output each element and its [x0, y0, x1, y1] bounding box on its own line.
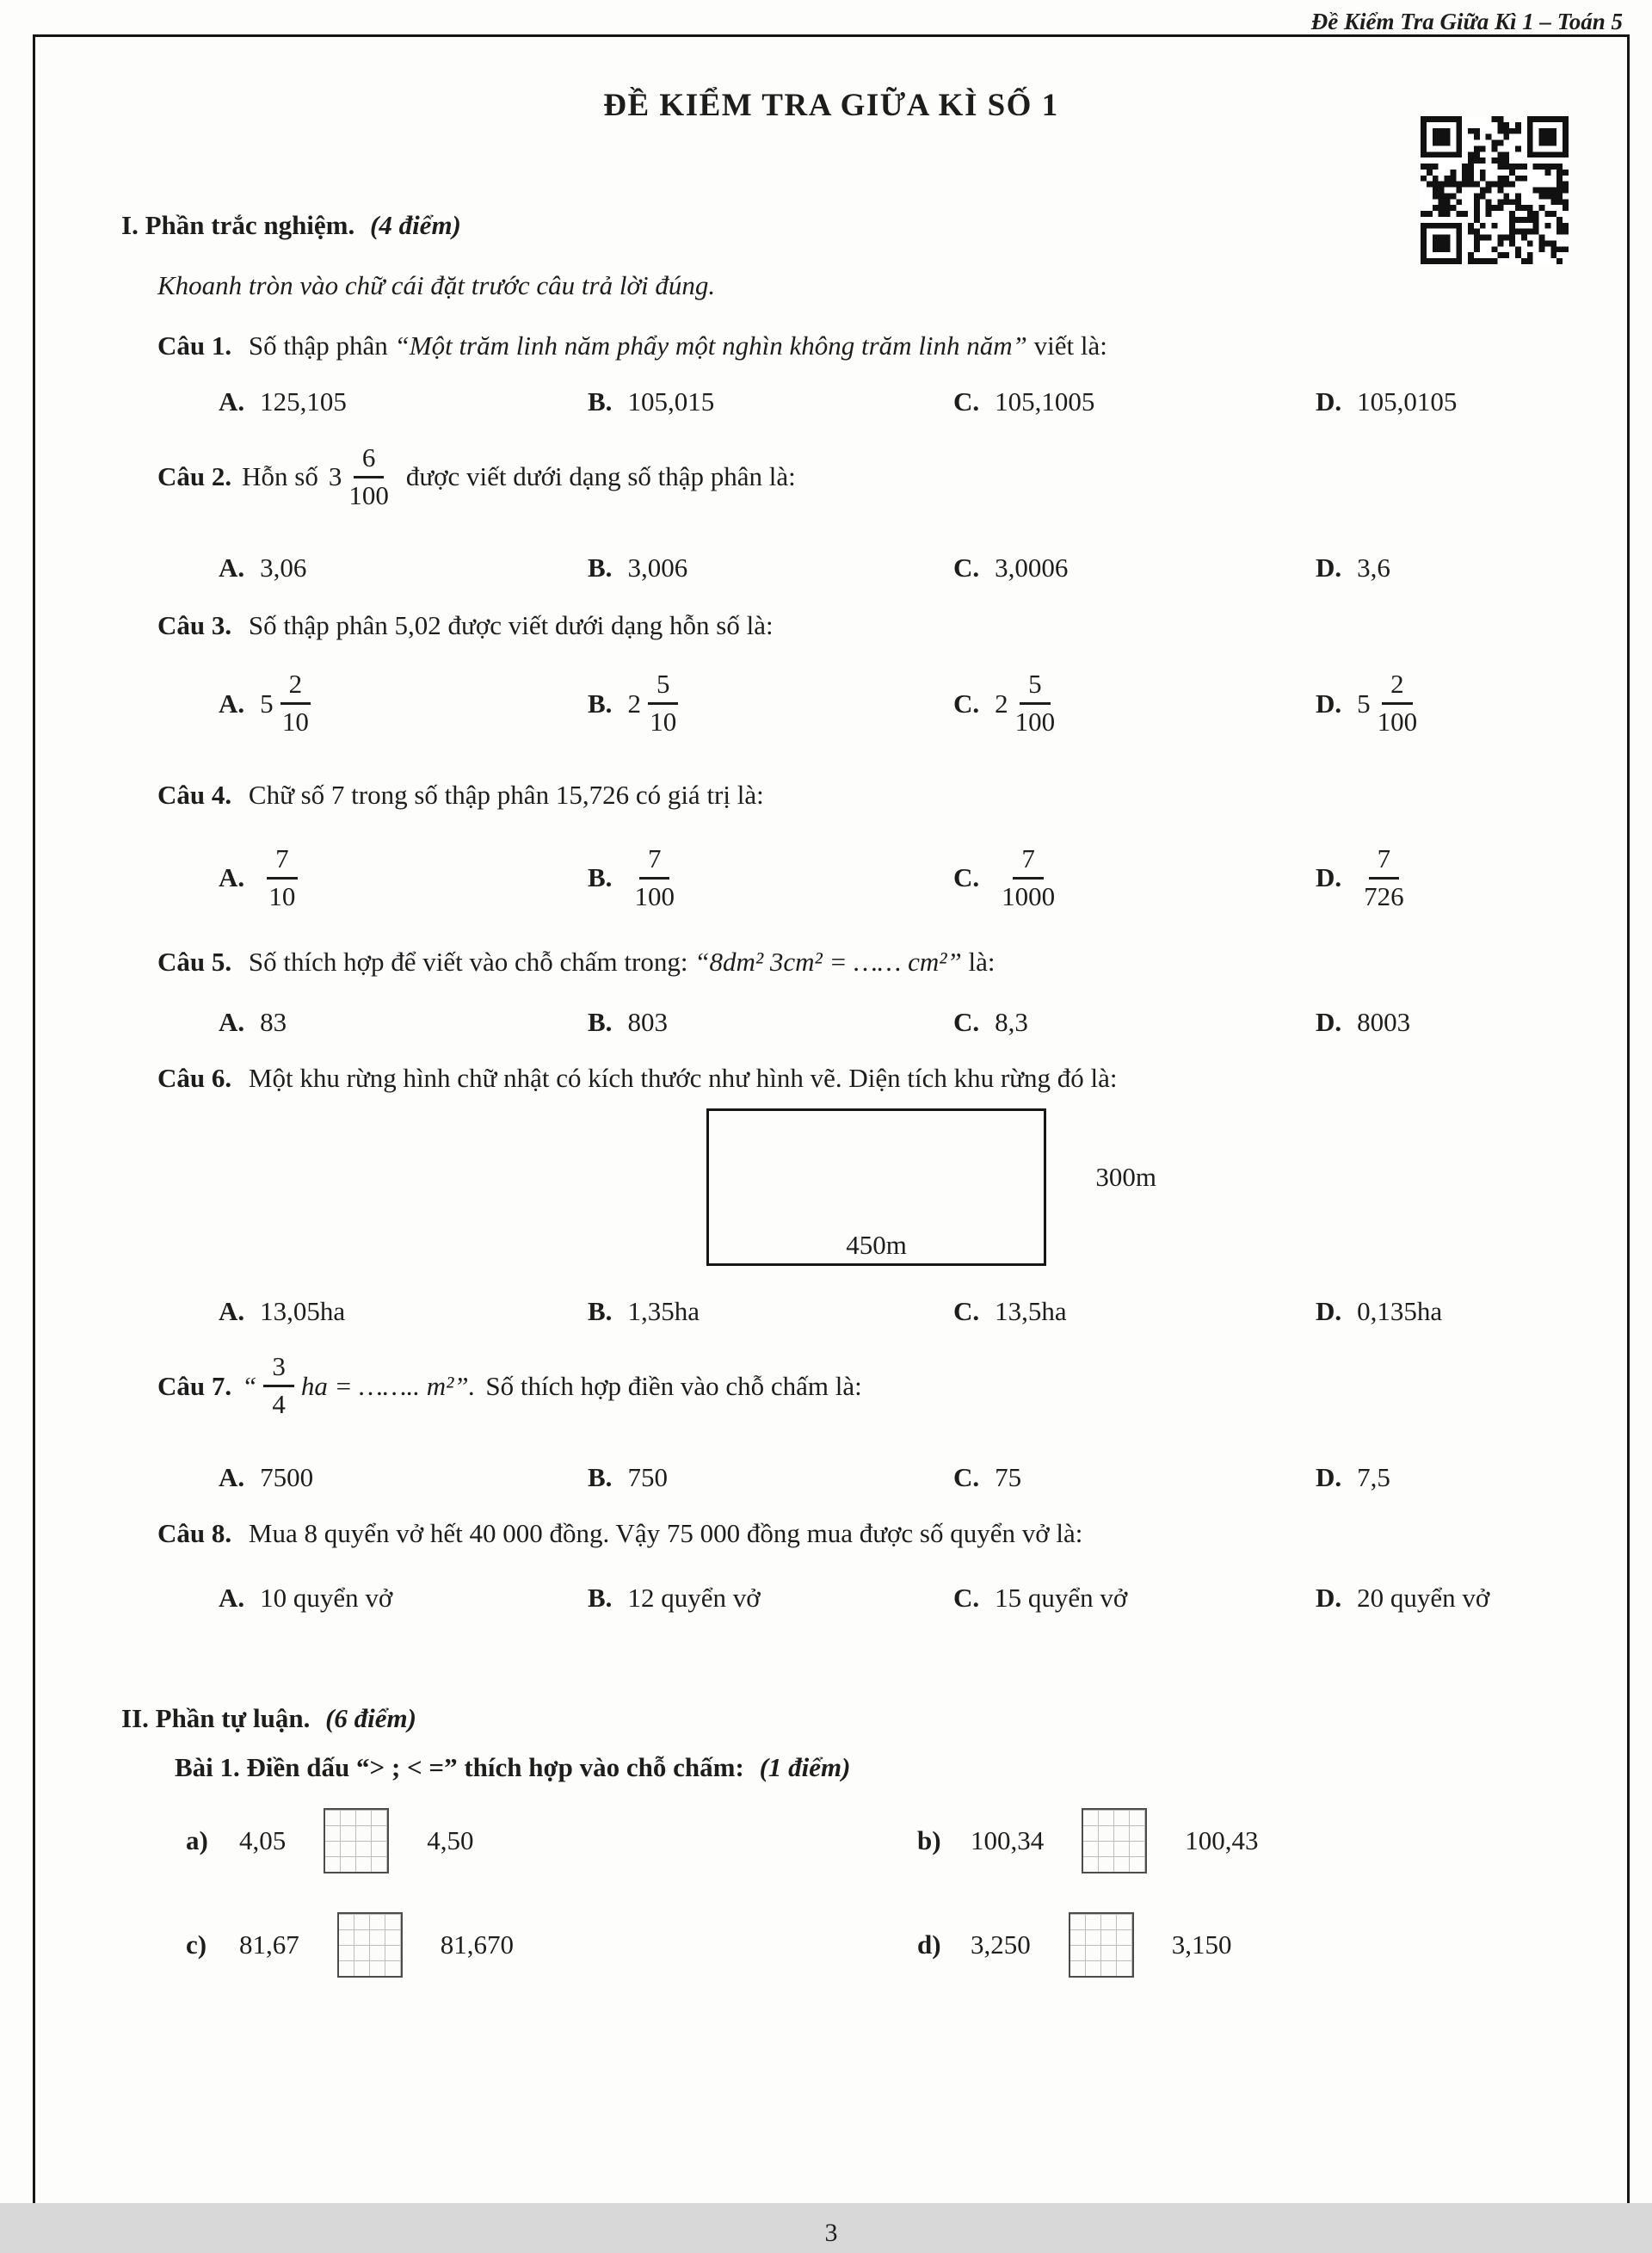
fraction-denominator: 100: [1014, 707, 1056, 738]
fraction-numerator: 5: [1020, 670, 1051, 705]
option-letter: A.: [219, 688, 245, 719]
item-left-value: 4,05: [239, 1824, 287, 1855]
option-value: 83: [260, 1007, 287, 1038]
q2-option-B: [588, 552, 953, 583]
question-2-post: được viết dưới dạng số thập phân là:: [405, 461, 796, 492]
option-letter: D.: [1316, 862, 1342, 893]
option-value: 8003: [1357, 1007, 1411, 1038]
q2-option-A: [219, 552, 588, 583]
q4-option-D: [1316, 839, 1627, 917]
q3-option-B: [588, 664, 953, 742]
page-border-frame: [33, 34, 1630, 2247]
option-letter: C.: [953, 552, 980, 583]
fraction: [648, 670, 679, 737]
question-7: [157, 1347, 1627, 1424]
question-4-text: Chữ số 7 trong số thập phân 15,726 có giá trị là:: [248, 779, 764, 810]
option-letter: D.: [1316, 552, 1342, 583]
question-6: [157, 1059, 1627, 1098]
rectangle-width-label: 450m: [846, 1230, 907, 1261]
option-value: 7,5: [1357, 1461, 1390, 1492]
option-letter: B.: [588, 1582, 613, 1613]
question-4-label: Câu 4.: [157, 779, 232, 810]
question-7-post: Số thích hợp điền vào chỗ chấm là:: [485, 1370, 862, 1401]
fraction: [1002, 844, 1055, 911]
option-letter: B.: [588, 1296, 613, 1327]
q7-option-B: [588, 1462, 953, 1493]
question-1: [157, 326, 1627, 366]
q5-option-C: [953, 1007, 1316, 1038]
option-value: 10 quyển vở: [260, 1582, 393, 1613]
fraction: [263, 1352, 294, 1419]
option-letter: D.: [1316, 1007, 1342, 1038]
fraction-denominator: 4: [272, 1389, 286, 1420]
q7-option-C: [953, 1462, 1316, 1493]
fraction-numerator: 5: [648, 670, 679, 705]
section-2-points: (6 điểm): [325, 1702, 416, 1733]
option-value: 7500: [260, 1461, 314, 1492]
fraction-numerator: 2: [280, 670, 311, 705]
mixed-whole: 5: [260, 688, 274, 719]
item-left-value: 81,67: [239, 1929, 299, 1960]
fraction: [280, 670, 311, 737]
fraction-denominator: 10: [281, 707, 309, 738]
option-letter: A.: [219, 1007, 245, 1038]
option-letter: A.: [219, 862, 245, 893]
fraction: [348, 443, 389, 510]
section-1-points: (4 điểm): [370, 210, 461, 240]
question-1-options: [219, 386, 1627, 417]
q8-option-B: [588, 1583, 953, 1614]
question-5-pre: Số thích hợp để viết vào chỗ chấm trong:: [248, 947, 688, 978]
question-1-quote: “Một trăm linh năm phẩy một nghìn không trăm linh năm”: [394, 330, 1027, 361]
compare-item-c: [186, 1912, 917, 1978]
section-1-heading: [121, 210, 1627, 241]
compare-row-2: [186, 1912, 1627, 1978]
exercise-1-text: Điền dấu “> ; < =” thích hợp vào chỗ chấm:: [246, 1751, 744, 1782]
option-letter: C.: [953, 1007, 980, 1038]
option-value: 3,0006: [995, 552, 1069, 583]
question-2: [157, 438, 1627, 515]
question-6-options: [219, 1296, 1627, 1327]
item-key: a): [186, 1824, 208, 1855]
q1-option-B: [588, 386, 953, 417]
item-left-value: 3,250: [971, 1929, 1031, 1960]
compare-item-a: [186, 1808, 917, 1873]
fraction: [1378, 670, 1418, 737]
question-1-pre: Số thập phân: [248, 330, 388, 361]
option-letter: C.: [953, 688, 980, 719]
q4-option-B: [588, 839, 953, 917]
q6-option-D: [1316, 1296, 1627, 1327]
option-letter: A.: [219, 552, 245, 583]
question-8-label: Câu 8.: [157, 1517, 232, 1548]
q5-option-D: [1316, 1007, 1627, 1038]
option-letter: B.: [588, 862, 613, 893]
mixed-whole: 2: [627, 688, 641, 719]
question-3-text: Số thập phân 5,02 được viết dưới dạng hỗn số là:: [248, 610, 774, 641]
question-3-label: Câu 3.: [157, 610, 232, 641]
option-letter: C.: [953, 862, 980, 893]
option-value: 750: [627, 1461, 668, 1492]
fraction-denominator: 10: [268, 880, 296, 911]
question-6-text: Một khu rừng hình chữ nhật có kích thước như hình vẽ. Diện tích khu rừng đó là:: [248, 1063, 1118, 1094]
mixed-number: [995, 664, 1062, 742]
qr-code-pattern: [1421, 116, 1569, 264]
fraction-numerator: 7: [1013, 844, 1044, 880]
mixed-number: [627, 664, 685, 742]
option-letter: C.: [953, 1461, 980, 1492]
question-8: [157, 1514, 1627, 1553]
option-letter: A.: [219, 1582, 245, 1613]
option-letter: B.: [588, 552, 613, 583]
question-4: [157, 775, 1627, 815]
rectangle-shape: [706, 1108, 1046, 1266]
exam-title: ĐỀ KIỂM TRA GIỮA KÌ SỐ 1: [603, 88, 1059, 123]
q3-option-C: [953, 664, 1316, 742]
option-value: 0,135ha: [1357, 1296, 1443, 1327]
question-2-label: Câu 2.: [157, 461, 232, 492]
mixed-whole: 5: [1357, 688, 1371, 719]
qr-code-icon: [1421, 116, 1569, 264]
fraction-denominator: 726: [1364, 880, 1404, 911]
q6-option-C: [953, 1296, 1316, 1327]
item-right-value: 4,50: [427, 1824, 474, 1855]
item-right-value: 3,150: [1171, 1929, 1232, 1960]
fraction-denominator: 100: [348, 479, 389, 510]
mixed-whole: 2: [995, 688, 1008, 719]
question-5-options: [219, 1007, 1627, 1038]
q2-option-C: [953, 552, 1316, 583]
question-5-label: Câu 5.: [157, 947, 232, 978]
option-value: 3,6: [1357, 552, 1390, 583]
q3-option-D: [1316, 664, 1627, 742]
fraction-numerator: 3: [263, 1352, 294, 1387]
question-6-label: Câu 6.: [157, 1063, 232, 1094]
fraction: [267, 844, 298, 911]
option-value: 75: [995, 1461, 1022, 1492]
q4-option-A: [219, 839, 588, 917]
question-5-quote: “8dm² 3cm² = …… cm²”: [694, 947, 962, 978]
answer-box-d[interactable]: [1069, 1912, 1134, 1978]
answer-box-c[interactable]: [337, 1912, 403, 1978]
compare-item-d: [917, 1912, 1627, 1978]
question-4-options: [219, 839, 1627, 917]
option-letter: B.: [588, 1007, 613, 1038]
q5-option-B: [588, 1007, 953, 1038]
q2-option-D: [1316, 552, 1627, 583]
option-value: 125,105: [260, 386, 347, 417]
exercise-1-label: Bài 1.: [175, 1751, 240, 1782]
item-key: b): [917, 1824, 941, 1855]
option-value: 13,05ha: [260, 1296, 346, 1327]
option-letter: B.: [588, 386, 613, 417]
question-8-options: [219, 1583, 1627, 1614]
option-letter: C.: [953, 1582, 980, 1613]
q6-figure: [706, 1108, 1156, 1266]
section-1-instruction: Khoanh tròn vào chữ cái đặt trước câu trả lời đúng.: [157, 270, 716, 300]
option-value: 105,0105: [1357, 386, 1458, 417]
option-letter: D.: [1316, 688, 1342, 719]
fraction-numerator: 7: [639, 844, 670, 880]
option-value: 803: [627, 1007, 668, 1038]
option-value: 12 quyển vở: [627, 1582, 761, 1613]
option-value: 3,06: [260, 552, 307, 583]
fraction: [634, 844, 675, 911]
fraction-numerator: 6: [354, 443, 385, 478]
fraction: [1364, 844, 1404, 911]
section-2-heading: [121, 1703, 1627, 1734]
question-7-quote-rest: ha = …….. m²”.: [300, 1370, 476, 1401]
option-letter: D.: [1316, 1296, 1342, 1327]
exercise-1-heading: [175, 1752, 1627, 1783]
fraction-denominator: 10: [650, 707, 677, 738]
question-7-options: [219, 1462, 1627, 1493]
question-8-text: Mua 8 quyển vở hết 40 000 đồng. Vậy 75 000 đồng mua được số quyển vở là:: [248, 1517, 1083, 1548]
option-value: 20 quyển vở: [1357, 1582, 1490, 1613]
section-1-title: I. Phần trắc nghiệm.: [121, 210, 355, 240]
option-value: 13,5ha: [995, 1296, 1067, 1327]
fraction-numerator: 7: [267, 844, 298, 880]
q1-option-D: [1316, 386, 1627, 417]
q1-option-C: [953, 386, 1316, 417]
question-7-label: Câu 7.: [157, 1370, 232, 1401]
answer-box-b[interactable]: [1082, 1808, 1147, 1873]
fraction-numerator: 7: [1369, 844, 1400, 880]
fraction: [1015, 670, 1056, 737]
q8-option-C: [953, 1583, 1316, 1614]
rectangle-height-label: 300m: [1095, 1162, 1156, 1193]
fraction-denominator: 100: [634, 880, 675, 911]
mixed-number: [1357, 664, 1424, 742]
option-value: 105,1005: [995, 386, 1095, 417]
option-letter: C.: [953, 386, 980, 417]
item-key: c): [186, 1929, 207, 1960]
option-letter: A.: [219, 1461, 245, 1492]
option-value: 1,35ha: [627, 1296, 700, 1327]
item-left-value: 100,34: [971, 1824, 1045, 1855]
option-letter: B.: [588, 688, 613, 719]
question-2-options: [219, 552, 1627, 583]
option-letter: B.: [588, 1461, 613, 1492]
option-value: 105,015: [627, 386, 715, 417]
page-header-note: Đề Kiểm Tra Giữa Kì 1 – Toán 5: [1310, 9, 1623, 34]
option-letter: D.: [1316, 1582, 1342, 1613]
fraction-denominator: 1000: [1002, 880, 1056, 911]
option-letter: C.: [953, 1296, 980, 1327]
page-content: [35, 87, 1627, 2253]
item-right-value: 81,670: [440, 1929, 514, 1960]
mixed-number: [329, 438, 396, 515]
q8-option-D: [1316, 1583, 1627, 1614]
mixed-number: [260, 664, 317, 742]
option-letter: A.: [219, 1296, 245, 1327]
question-1-post: viết là:: [1033, 330, 1107, 361]
q5-option-A: [219, 1007, 588, 1038]
option-letter: D.: [1316, 386, 1342, 417]
question-2-pre: Hỗn số: [242, 461, 318, 492]
fraction-numerator: 2: [1382, 670, 1413, 705]
q4-option-C: [953, 839, 1316, 917]
item-key: d): [917, 1929, 941, 1960]
option-value: 3,006: [627, 552, 688, 583]
mixed-whole: 3: [328, 461, 342, 492]
compare-row-1: [186, 1808, 1627, 1873]
q3-option-A: [219, 664, 588, 742]
fraction-denominator: 100: [1377, 707, 1418, 738]
section-2-title: II. Phần tự luận.: [121, 1702, 311, 1733]
exercise-1-points: (1 điểm): [759, 1751, 851, 1782]
option-value: 8,3: [995, 1007, 1028, 1038]
option-value: 15 quyển vở: [995, 1582, 1128, 1613]
option-letter: D.: [1316, 1461, 1342, 1492]
page-number: 3: [824, 2219, 838, 2247]
q7-option-D: [1316, 1462, 1627, 1493]
answer-box-a[interactable]: [324, 1808, 389, 1873]
item-right-value: 100,43: [1185, 1824, 1259, 1855]
question-5: [157, 942, 1627, 982]
question-7-quote-open: “: [242, 1370, 257, 1401]
q6-option-A: [219, 1296, 588, 1327]
question-3: [157, 606, 1627, 645]
q6-option-B: [588, 1296, 953, 1327]
q1-option-A: [219, 386, 588, 417]
option-letter: A.: [219, 386, 245, 417]
compare-item-b: [917, 1808, 1627, 1873]
question-5-post: là:: [968, 947, 996, 978]
question-1-label: Câu 1.: [157, 330, 232, 361]
q7-option-A: [219, 1462, 588, 1493]
q8-option-A: [219, 1583, 588, 1614]
question-3-options: [219, 664, 1627, 742]
